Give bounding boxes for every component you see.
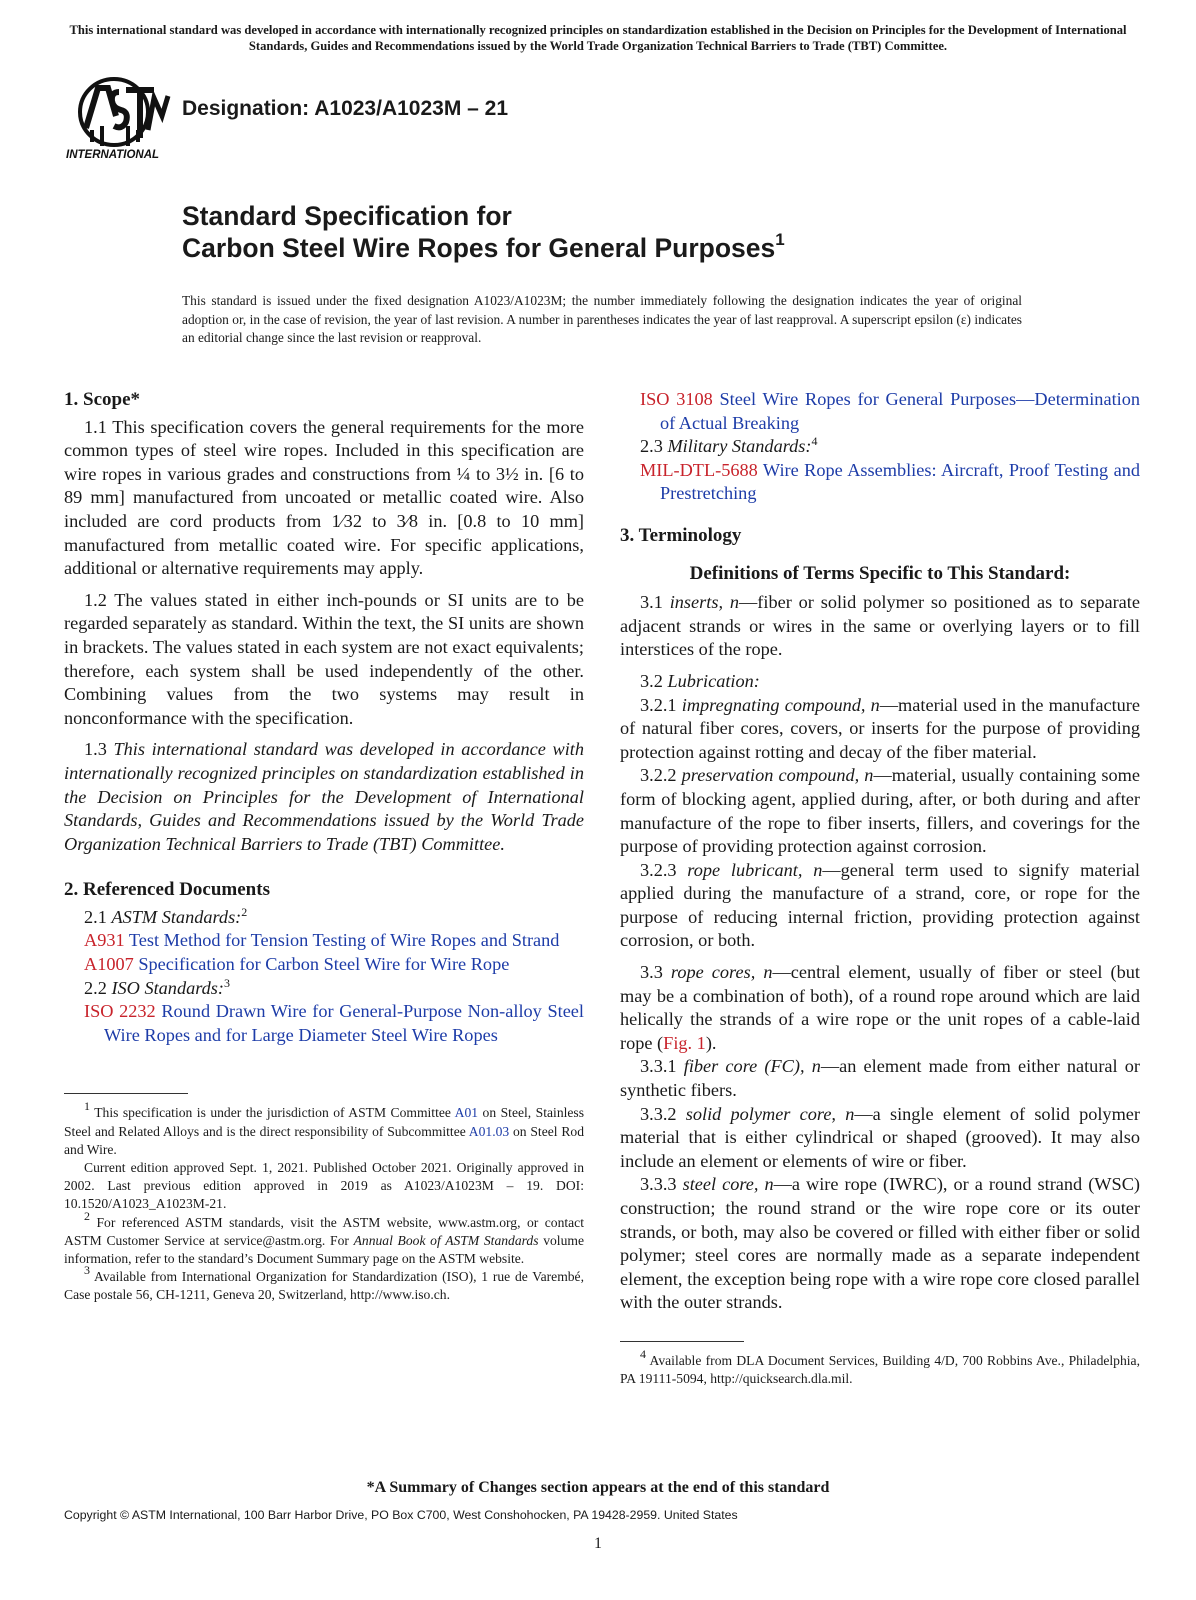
ref-a931[interactable]: A931 Test Method for Tension Testing of Wire Ropes and Strand (84, 930, 560, 951)
footnote-1: $^1$ This specification is under the jurisdiction of ASTM Committee A01 on Steel, Stainless Steel and Related Alloys and is the direct responsibility of Subcommittee A01.03 on Steel Rod and Wire. (64, 1099, 585, 1157)
astm-logo-icon (64, 72, 172, 164)
scope-1-2: 1.2 The values stated in either inch-pounds or SI units are to be regarded separately as standard. Within the text, the SI units are shown in brackets. The values stated in each system are not exact equivalents; therefore, each system shall be used independently of the other. Combining values from the two systems may result in nonconformance with the specification. (64, 589, 584, 728)
ref-a1007[interactable]: A1007 Specification for Carbon Steel Wire for Wire Rope (84, 954, 510, 975)
term-3-1: 3.1 inserts, n—fiber or solid polymer so positioned as to separate adjacent strands or wires in the same or overlying layers or to fill interstices of the rope. (620, 592, 1140, 660)
footnotes-right (620, 1346, 1140, 1388)
wto-notice: This international standard was developed in accordance with internationally recognized principles on standardization established in the Decision on Principles for the Development of International Standards, Guides and Recommendations issued by the World Trade Organization Technical Barriers to Trade (TBT) Committee. (69, 23, 1127, 53)
issuance-note: This standard is issued under the fixed designation A1023/A1023M; the number immediately following the designation indicates the year of original adoption or, in the case of revision, the year of last revision. A number in parentheses indicates the year of last reapproval. A superscript epsilon (ε) indicates an editorial change since the last revision or reapproval. (182, 293, 1022, 345)
footnote-1-edition: Current edition approved Sept. 1, 2021. Published October 2021. Originally approved in 2002. Last previous edition approved in 2019 as A1023/A1023M – 19. DOI: 10.1520/A1023_A1023M-21. (64, 1160, 584, 1212)
fig-1-link[interactable]: Fig. 1 (663, 1032, 706, 1053)
scope-1-1: 1.1 This specification covers the general requirements for the more common types of steel wire ropes. Included in this specification are wire ropes in various grades and constructions from ¼ to 3½ in. [6 to 89 mm] manufactured from uncoated or metallic coated wire. Also included are cord products from 1⁄32 to 3⁄8 in. [0.8 to 10 mm] manufactured from metallic coated wire. For specific applications, additional or alternative requirements may apply. (64, 416, 584, 579)
copyright: Copyright © ASTM International, 100 Barr Harbor Drive, PO Box C700, West Conshohocken, PA 19428-2959. United States (64, 1508, 738, 1522)
footnote-4: $^4$ Available from DLA Document Services, Building 4/D, 700 Robbins Ave., Philadelphia, PA 19111-5094, http://quicksearch.dla.mil. (620, 1346, 1140, 1387)
footnote-3: $^3$ Available from International Organization for Standardization (ISO), 1 rue de Varembé, Case postale 56, CH-1211, Geneva 20, Switzerland, http://www.iso.ch. (64, 1263, 584, 1303)
title-line-2: Carbon Steel Wire Ropes for General Purposes$^1$ (182, 230, 785, 263)
term-3-2-3: 3.2.3 rope lubricant, n—general term used to signify material applied during the manufacture of a strand, core, or rope for the purpose of reducing internal friction, providing protection against corrosion, or both. (620, 859, 1140, 951)
terminology-heading: 3. Terminology (620, 524, 742, 546)
designation: Designation: A1023/A1023M – 21 (182, 97, 509, 120)
title-line-1: Standard Specification for (182, 201, 512, 231)
left-column (64, 388, 584, 1305)
term-3-3: 3.3 rope cores, n—central element, usually of fiber or steel (but may be a combination of both), of a round rope around which are laid helically the strands of a wire rope or the unit ropes of a cable-laid rope (Fig. 1). (620, 962, 1140, 1053)
ref-iso-3108[interactable]: ISO 3108 Steel Wire Ropes for General Purposes—Determination of Actual Breaking (640, 389, 1141, 433)
page-number: 1 (594, 1535, 602, 1552)
ref-mil-dtl-5688[interactable]: MIL-DTL-5688 Wire Rope Assemblies: Aircraft, Proof Testing and Prestretching (640, 459, 1140, 504)
footnote-rule (64, 1093, 188, 1094)
footnote-rule-right (620, 1341, 744, 1342)
right-column (620, 388, 1140, 1388)
ref-iso-2232[interactable]: ISO 2232 Round Drawn Wire for General-Purpose Non-alloy Steel Wire Ropes and for Large Diameter Steel Wire Ropes (84, 1001, 584, 1045)
astm-standards-heading: 2.1 ASTM Standards:$^2$ (84, 904, 248, 927)
term-3-3-1: 3.3.1 fiber core (FC), n—an element made from either natural or synthetic fibers. (620, 1056, 1140, 1101)
scope-1-3: 1.3 This international standard was developed in accordance with internationally recognized principles on standardization established in the Decision on Principles for the Development of International Standards, Guides and Recommendations issued by the World Trade Organization Technical Barriers to Trade (TBT) Committee. (64, 739, 584, 854)
term-3-2-2: 3.2.2 preservation compound, n—material, usually containing some form of blocking agent, applied during, after, or both during and after manufacture of the rope to fiber inserts, fillers, and coverings for the purpose of providing protection against corrosion. (620, 765, 1140, 857)
svg-text:INTERNATIONAL: INTERNATIONAL (66, 149, 160, 161)
summary-of-changes-note: *A Summary of Changes section appears at the end of this standard (366, 1479, 830, 1496)
astm-logo (64, 72, 172, 164)
term-3-2-1: 3.2.1 impregnating compound, n—material used in the manufacture of natural fiber cores, covers, or inserts for the purpose of providing protection against rotting and decay of the fiber material. (620, 694, 1140, 762)
term-3-3-2: 3.3.2 solid polymer core, n—a single element of solid polymer material that is either cylindrical or shaped (grooved). It may also include an element or elements of wire or fiber. (620, 1103, 1140, 1171)
referenced-heading: 2. Referenced Documents (64, 879, 270, 901)
iso-standards-heading: 2.2 ISO Standards:$^3$ (84, 975, 230, 998)
document-title (182, 200, 785, 264)
definitions-subheading: Definitions of Terms Specific to This Standard: (689, 562, 1071, 584)
title-footnote-ref[interactable]: 1 (775, 230, 785, 249)
term-3-3-3: 3.3.3 steel core, n—a wire rope (IWRC), or a round strand (WSC) construction; the round strand or the wire rope core or its outer strands, or both, may also be covered or filled with either fiber or solid polymer; steel cores are normally made as a separate independent element, the exception being rope with a wire rope core closed parallel with the outer strands. (620, 1174, 1140, 1313)
footnotes-left (64, 1099, 585, 1304)
scope-heading: 1. Scope* (64, 389, 140, 410)
footnote-2: $^2$ For referenced ASTM standards, visit the ASTM website, www.astm.org, or contact ASTM Customer Service at service@astm.org. For Annual Book of ASTM Standards volume information, refer to the standard’s Document Summary page on the ASTM website. (64, 1208, 584, 1267)
term-3-2: 3.2 Lubrication: (640, 670, 760, 691)
military-standards-heading: 2.3 Military Standards:$^4$ (640, 434, 818, 457)
